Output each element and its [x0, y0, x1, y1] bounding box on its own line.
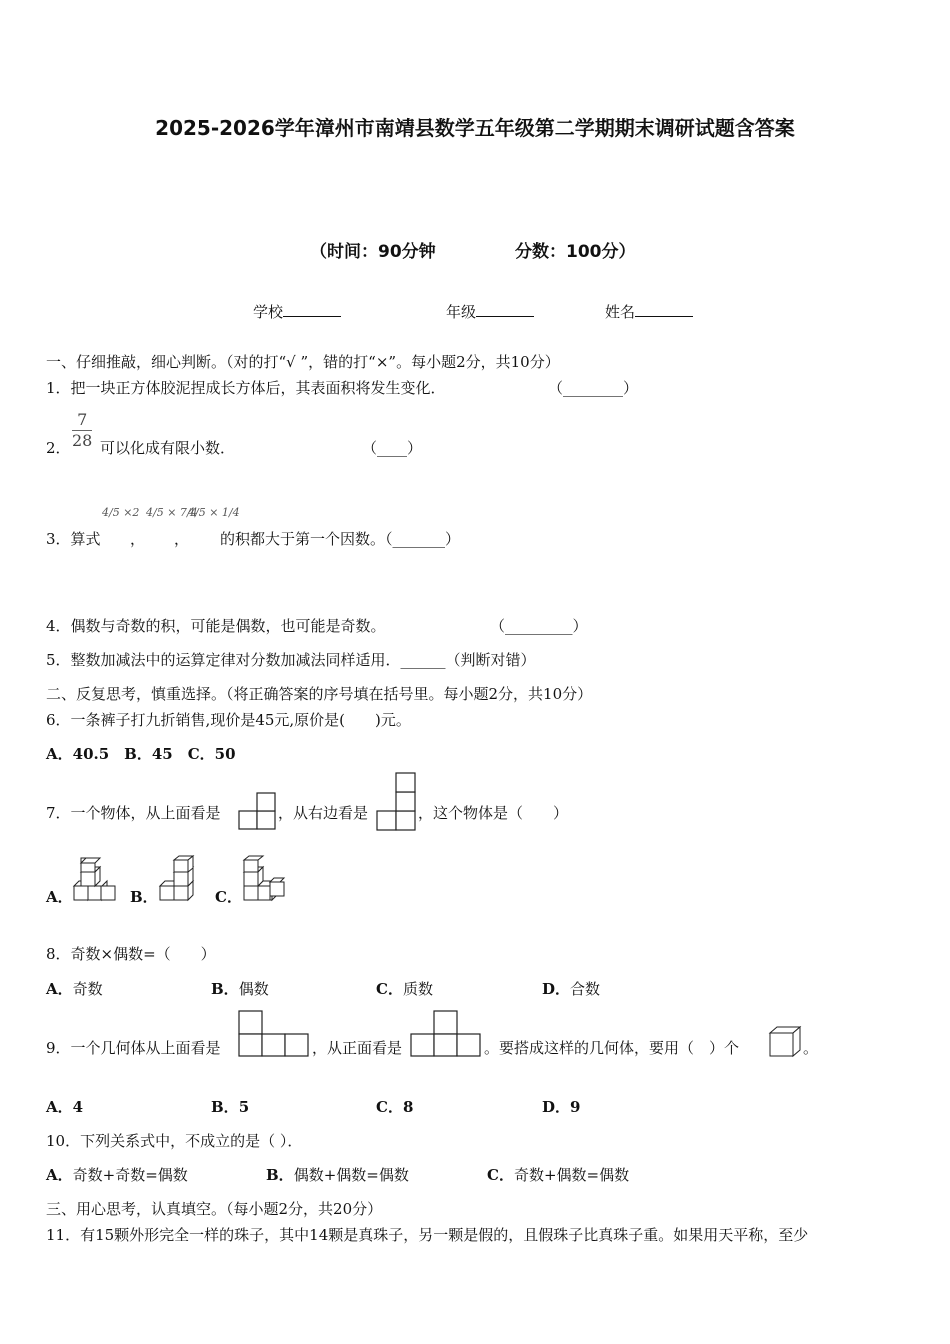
- question-7-option-b-label: B．: [130, 888, 158, 906]
- option-a-cube-stack-icon: [72, 856, 116, 906]
- question-8-option-b: B．偶数: [211, 980, 269, 998]
- question-9-option-a: A．4: [46, 1098, 84, 1116]
- question-9-option-c: C．8: [376, 1098, 414, 1116]
- section-2-heading: 二、反复思考，慎重选择。（将正确答案的序号填在括号里。每小题2分，共10分）: [46, 685, 593, 703]
- q9-top-view-figure: [238, 1010, 310, 1058]
- section-3-heading: 三、用心思考，认真填空。（每小题2分，共20分）: [46, 1200, 383, 1218]
- question-7-option-c-label: C．: [215, 888, 242, 906]
- fraction-denominator: 28: [72, 431, 93, 450]
- question-8: 8．奇数×偶数=（ ）: [46, 945, 216, 963]
- comma-2: ，: [174, 530, 190, 548]
- question-2-number: 2．: [46, 439, 71, 457]
- question-10-option-b: B．偶数+偶数=偶数: [266, 1166, 409, 1184]
- question-8-option-c: C．质数: [376, 980, 433, 998]
- question-4: 4．偶数与奇数的积，可能是偶数，也可能是奇数。: [46, 617, 386, 635]
- right-view-figure: [376, 773, 416, 831]
- question-8-option-d: D．合数: [542, 980, 601, 998]
- question-9-option-d: D．9: [542, 1098, 581, 1116]
- page-title: 2025-2026学年漳州市南靖县数学五年级第二学期期末调研试题含答案: [155, 116, 795, 140]
- question-2-text: 可以化成有限小数．: [100, 439, 236, 457]
- question-4-answer-blank[interactable]: （_________）: [490, 617, 588, 635]
- question-7-part-3: ，这个物体是（ ）: [418, 804, 569, 822]
- question-10: 10．下列关系式中，不成立的是（ ）．: [46, 1132, 303, 1150]
- question-10-option-a: A．奇数+奇数=偶数: [46, 1166, 188, 1184]
- question-1: 1．把一块正方体胶泥捏成长方体后，其表面积将发生变化．: [46, 379, 446, 397]
- question-2-answer-blank[interactable]: （____）: [362, 439, 423, 457]
- grade-input-line[interactable]: [476, 302, 534, 317]
- top-view-figure: [238, 792, 276, 830]
- question-7-part-2: ，从右边看是: [278, 804, 369, 822]
- school-field: [253, 301, 341, 322]
- name-field: [605, 301, 693, 322]
- fraction-numerator: 7: [72, 410, 92, 431]
- question-9-part-3: 。要搭成这样的几何体，要用（ ）个: [484, 1039, 740, 1057]
- score-info: 分数：100分）: [515, 242, 636, 262]
- question-3-lead: 3．算式: [46, 530, 101, 548]
- option-b-cube-stack-icon: [158, 856, 202, 906]
- question-9-option-b: B．5: [211, 1098, 250, 1116]
- school-label: 学校: [253, 303, 284, 321]
- question-8-option-a: A．奇数: [46, 980, 103, 998]
- question-11: 11．有15颗外形完全一样的珠子，其中14颗是真珠子，另一颗是假的，且假珠子比真珠子重。如果用天平称，至少: [46, 1226, 809, 1244]
- expression-1: 4/5 ×2: [102, 506, 140, 519]
- question-6-options: A．40.5 B．45 C．50: [46, 745, 236, 763]
- section-1-heading: 一、仔细推敲，细心判断。（对的打“√ ”，错的打“×”。每小题2分，共10分）: [46, 353, 560, 371]
- school-input-line[interactable]: [283, 302, 341, 317]
- expression-2: 4/5 × 7/4: [146, 506, 198, 519]
- question-10-option-c: C．奇数+偶数=偶数: [487, 1166, 630, 1184]
- q9-front-view-figure: [410, 1010, 482, 1058]
- question-1-answer-blank[interactable]: （________）: [548, 379, 639, 397]
- comma-1: ，: [130, 530, 146, 548]
- grade-label: 年级: [446, 303, 477, 321]
- question-9-part-4: 。: [803, 1039, 819, 1057]
- expression-3: 4/5 × 1/4: [188, 506, 240, 519]
- question-9-part-1: 9．一个几何体从上面看是: [46, 1039, 221, 1057]
- question-7-option-a-label: A．: [46, 888, 73, 906]
- grade-field: [446, 301, 534, 322]
- option-c-cube-stack-icon: [242, 856, 288, 906]
- name-label: 姓名: [605, 303, 636, 321]
- question-3-text: 的积都大于第一个因数。（_______）: [220, 530, 461, 548]
- cube-icon: [769, 1026, 803, 1058]
- name-input-line[interactable]: [635, 302, 693, 317]
- question-6: 6．一条裤子打九折销售,现价是45元,原价是( )元。: [46, 711, 411, 729]
- time-info: （时间：90分钟: [310, 242, 436, 262]
- question-7-part-1: 7．一个物体，从上面看是: [46, 804, 221, 822]
- question-9-part-2: ，从正面看是: [312, 1039, 403, 1057]
- question-5: 5．整数加减法中的运算定律对分数加减法同样适用．______（判断对错）: [46, 651, 536, 669]
- question-2-fraction: [72, 410, 92, 451]
